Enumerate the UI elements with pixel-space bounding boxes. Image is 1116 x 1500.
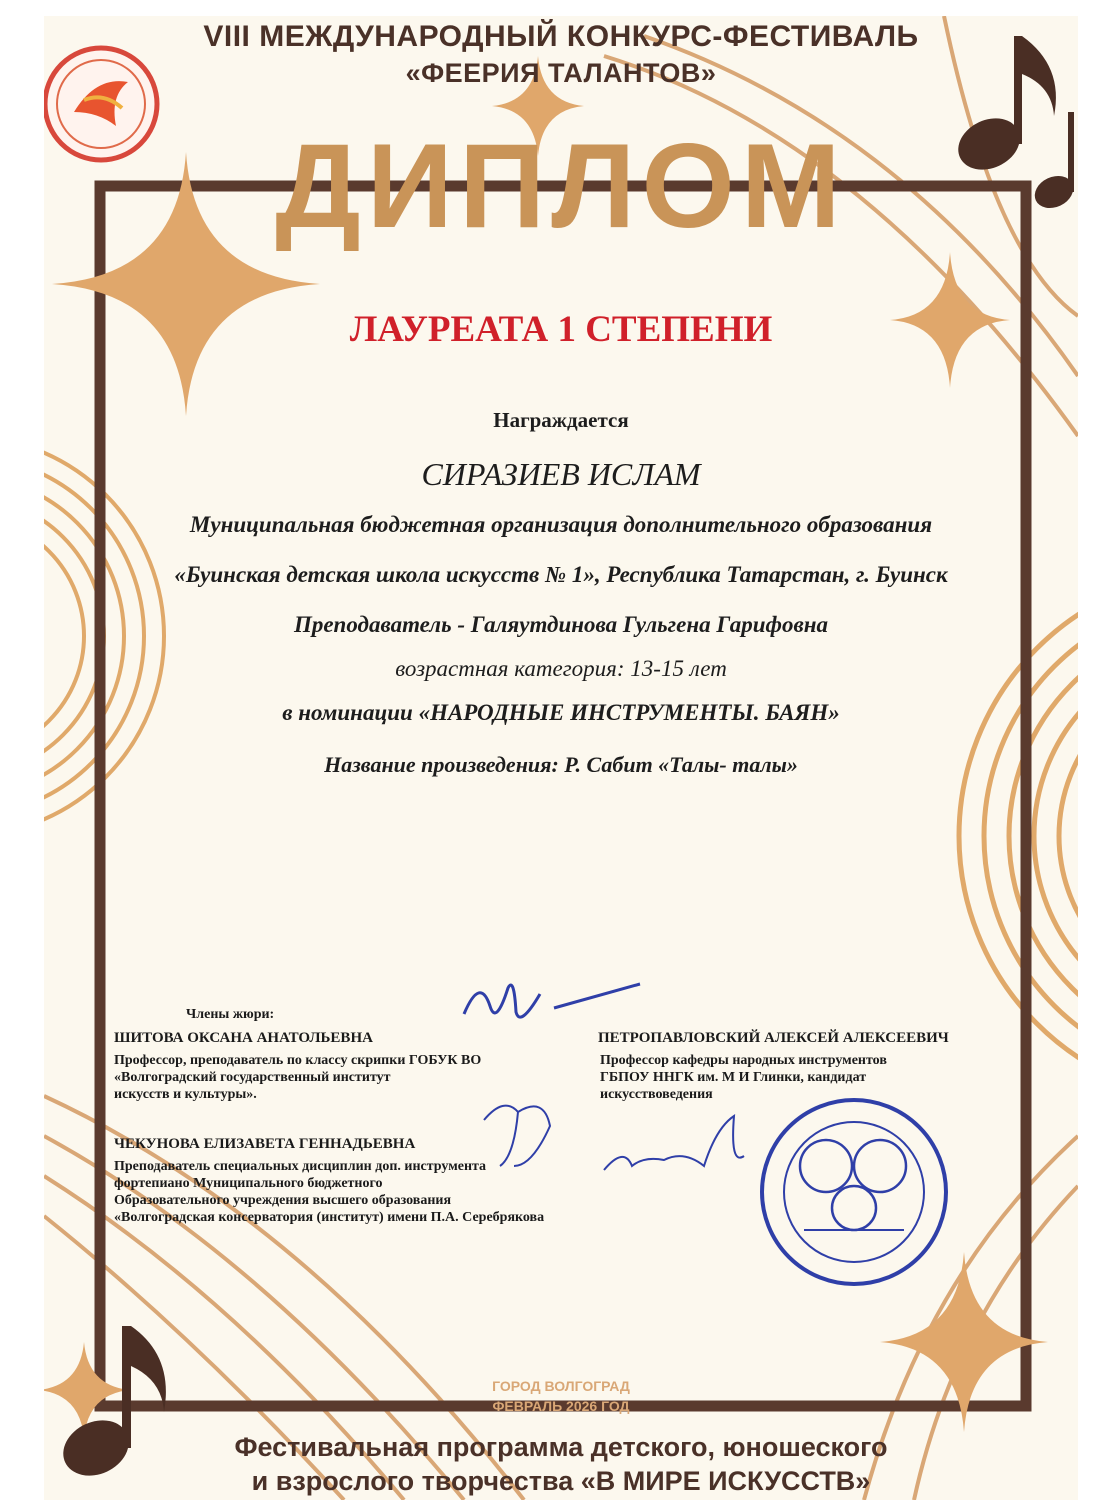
jury-desc-line: искусств и культуры».	[114, 1087, 257, 1102]
recipient-name: СИРАЗИЕВ ИСЛАМ	[421, 456, 701, 492]
diploma-page	[44, 16, 1078, 1500]
teacher-line: Преподаватель - Галяутдинова Гульгена Гарифовна	[293, 612, 829, 637]
nomination: в номинации «НАРОДНЫЕ ИНСТРУМЕНТЫ. БАЯН»	[282, 700, 840, 725]
footer-line1: Фестивальная программа детского, юношеского	[234, 1432, 888, 1462]
organization-line1: Муниципальная бюджетная организация дополнительного образования	[189, 512, 933, 537]
jury-desc-line: «Волгоградский государственный институт	[114, 1070, 391, 1085]
signature-1	[464, 984, 640, 1017]
degree-label: ЛАУРЕАТА 1 СТЕПЕНИ	[349, 309, 773, 350]
right-arcs-decoration	[959, 571, 1078, 1101]
jury-desc-line: Преподаватель специальных дисциплин доп. инструмента	[114, 1159, 487, 1174]
official-stamp	[762, 1100, 946, 1284]
jury-desc-line: Образовательного учреждения высшего образования	[114, 1193, 452, 1208]
awarded-label: Награждается	[493, 408, 629, 432]
date-label: ФЕВРАЛЬ 2026 ГОД	[492, 1398, 630, 1414]
jury-member-description	[114, 1052, 574, 1103]
organization-line2: «Буинская детская школа искусств № 1», Республика Татарстан, г. Буинск	[174, 562, 948, 587]
jury-desc-line: «Волгоградская консерватория (институт) имени П.А. Серебрякова	[114, 1210, 545, 1225]
signature-2	[484, 1106, 550, 1166]
contest-title-line1: VIII МЕЖДУНАРОДНЫЙ КОНКУРС-ФЕСТИВАЛЬ	[203, 20, 919, 53]
jury-desc-line: искусствоведения	[600, 1087, 713, 1102]
jury-member-name: ПЕТРОПАВЛОВСКИЙ АЛЕКСЕЙ АЛЕКСЕЕВИЧ	[598, 1030, 949, 1046]
jury-desc-line: Профессор, преподаватель по классу скрипки ГОБУК ВО	[114, 1053, 482, 1068]
jury-member-name: ЧЕКУНОВА ЕЛИЗАВЕТА ГЕННАДЬЕВНА	[114, 1136, 416, 1152]
place-date	[44, 1376, 1078, 1416]
jury-desc-line: ГБПОУ ННГК им. М И Глинки, кандидат	[600, 1070, 867, 1085]
jury-member-name: ШИТОВА ОКСАНА АНАТОЛЬЕВНА	[114, 1030, 373, 1046]
jury-desc-line: Профессор кафедры народных инструментов	[600, 1053, 887, 1068]
jury-desc-line: фортепиано Муниципального бюджетного	[114, 1176, 383, 1191]
age-category: возрастная категория: 13-15 лет	[395, 656, 727, 681]
footer-line2: и взрослого творчества «В МИРЕ ИСКУССТВ»	[251, 1466, 871, 1496]
jury-member-description	[114, 1158, 674, 1226]
city-label: ГОРОД ВОЛГОГРАД	[492, 1378, 630, 1394]
jury-label: Члены жюри:	[186, 1007, 275, 1022]
diploma-title: ДИПЛОМ	[275, 119, 847, 253]
jury-member-description	[600, 1052, 1000, 1103]
contest-title-line2: «ФЕЕРИЯ ТАЛАНТОВ»	[405, 58, 717, 88]
piece-title: Название произведения: Р. Сабит «Талы- талы»	[324, 752, 798, 777]
